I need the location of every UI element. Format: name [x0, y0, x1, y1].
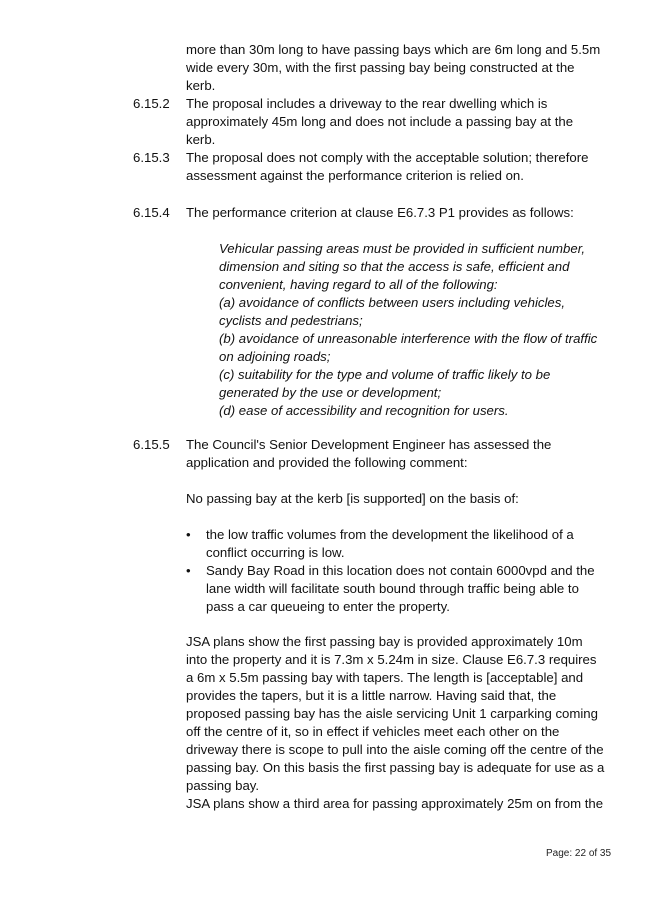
comment-intro: No passing bay at the kerb [is supported] on the basis of:	[186, 491, 519, 506]
quote-item-a: (a) avoidance of conflicts between users including vehicles, cyclists and pedestrians;	[219, 295, 565, 328]
section-text: The proposal includes a driveway to the rear dwelling which is approximately 45m long and does not include a passing bay at the kerb.	[186, 96, 574, 147]
jsa-paragraph-2: JSA plans show a third area for passing approximately 25m on from the	[186, 796, 604, 811]
quote-item-c: (c) suitability for the type and volume of traffic likely to be generated by the use or development;	[219, 367, 551, 400]
bullet-icon: •	[186, 563, 191, 578]
section-number: 6.15.5	[133, 437, 170, 452]
bullet-text: the low traffic volumes from the development the likelihood of a conflict occurring is low.	[206, 527, 574, 560]
bullet-text: Sandy Bay Road in this location does not contain 6000vpd and the lane width will facilitate south bound through traffic being able to pass a car queueing to enter the property.	[206, 563, 595, 614]
jsa-paragraph-1: JSA plans show the first passing bay is provided approximately 10m into the property and it is 7.3m x 5.24m in size. Clause E6.7.3 requires a 6m x 5.5m passing bay with tapers. The length is [acceptable] and provides the tapers, but it is a little narrow. Having said that, the proposed passing bay has the aisle servicing Unit 1 carparking coming off the centre of it, so in effect if vehicles meet each other on the driveway there is scope to pull into the aisle coming off the centre of the passing bay. On this basis the first passing bay is adequate for use as a passing bay.	[186, 634, 605, 793]
list-item	[186, 526, 606, 562]
section-text: The Council's Senior Development Engineer has assessed the application and provided the following comment:	[186, 437, 552, 470]
section-text: The proposal does not comply with the acceptable solution; therefore assessment against the performance criterion is relied on.	[186, 150, 589, 183]
section-number: 6.15.4	[133, 205, 170, 220]
quote-item-d: (d) ease of accessibility and recognition for users.	[219, 403, 509, 418]
section-text: The performance criterion at clause E6.7.3 P1 provides as follows:	[186, 205, 574, 220]
continuation-paragraph: more than 30m long to have passing bays which are 6m long and 5.5m wide every 30m, with the first passing bay being constructed at the kerb.	[186, 42, 601, 93]
section-number: 6.15.3	[133, 150, 170, 165]
section-number: 6.15.2	[133, 96, 170, 111]
quote-intro: Vehicular passing areas must be provided in sufficient number, dimension and siting so that the access is safe, efficient and convenient, having regard to all of the following:	[219, 241, 586, 292]
list-item	[186, 562, 606, 616]
quote-item-b: (b) avoidance of unreasonable interference with the flow of traffic on adjoining roads;	[219, 331, 598, 364]
page-number-footer: Page: 22 of 35	[546, 848, 612, 859]
bullet-icon: •	[186, 527, 191, 542]
quoted-performance-criterion	[219, 240, 609, 420]
comment-bullet-list	[186, 526, 606, 616]
